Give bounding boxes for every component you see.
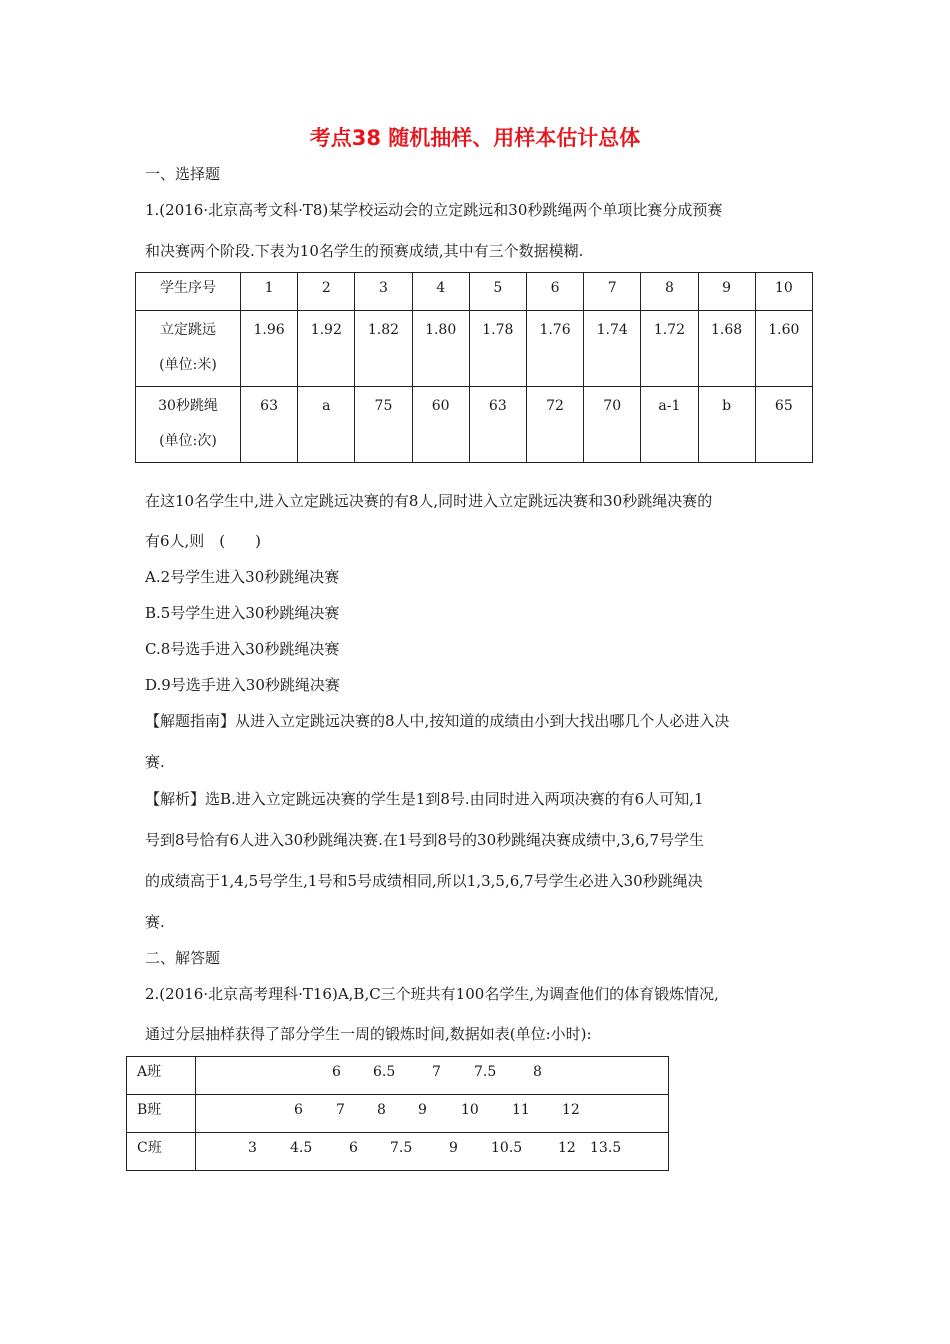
class-label: A班 (127, 1057, 196, 1095)
table-cell: 63 (469, 387, 526, 463)
class-label: C班 (127, 1133, 196, 1171)
value: 6 (294, 1102, 303, 1118)
table-row-label (136, 387, 241, 463)
table-cell: 1.76 (526, 311, 583, 387)
table-cell: 1 (241, 273, 298, 311)
q2-text-line-1: 2.(2016·北京高考理科·T16)A,B,C三个班共有100名学生,为调查他们的体育锻炼情况, (145, 985, 719, 1003)
table-cell: a-1 (641, 387, 698, 463)
class-values (196, 1095, 669, 1133)
table-cell: b (698, 387, 755, 463)
solution-line-3: 的成绩高于1,4,5号学生,1号和5号成绩相同,所以1,3,5,6,7号学生必进入30秒跳绳决 (145, 872, 703, 890)
table-cell: 2 (298, 273, 355, 311)
option-c: C.8号选手进入30秒跳绳决赛 (145, 640, 340, 658)
q1-stem-line-1: 在这10名学生中,进入立定跳远决赛的有8人,同时进入立定跳远决赛和30秒跳绳决赛的 (145, 492, 713, 510)
table-row (127, 1057, 669, 1095)
section-heading-choice: 一、选择题 (145, 165, 221, 183)
table-cell: 8 (641, 273, 698, 311)
page-title: 考点38 随机抽样、用样本估计总体 (309, 126, 641, 150)
value: 9 (449, 1140, 458, 1156)
table-cell: 6 (526, 273, 583, 311)
table-row-label (136, 311, 241, 387)
row-label-line: 立定跳远 (160, 322, 216, 338)
table-cell: 65 (755, 387, 812, 463)
q2-exercise-table (126, 1056, 669, 1171)
guide-line-1: 【解题指南】从进入立定跳远决赛的8人中,按知道的成绩由小到大找出哪几个人必进入决 (145, 712, 730, 730)
value: 8 (533, 1064, 542, 1080)
row-label-line: 30秒跳绳 (158, 398, 218, 414)
table-row (136, 311, 813, 387)
value: 9 (418, 1102, 427, 1118)
table-row (136, 387, 813, 463)
table-cell: 72 (526, 387, 583, 463)
value: 4.5 (290, 1140, 313, 1156)
solution-line-1: 【解析】选B.进入立定跳远决赛的学生是1到8号.由同时进入两项决赛的有6人可知,1 (145, 790, 704, 808)
class-label: B班 (127, 1095, 196, 1133)
table-cell: 1.80 (412, 311, 469, 387)
value: 6.5 (373, 1064, 396, 1080)
option-a: A.2号学生进入30秒跳绳决赛 (145, 568, 340, 586)
value: 13.5 (590, 1140, 622, 1156)
q1-stem-line-2: 有6人,则 ( ) (145, 532, 262, 550)
option-b: B.5号学生进入30秒跳绳决赛 (145, 604, 340, 622)
table-cell: 1.74 (584, 311, 641, 387)
table-cell: 学生序号 (136, 273, 241, 311)
value: 3 (248, 1140, 257, 1156)
value: 12 (562, 1102, 580, 1118)
table-cell: 1.82 (355, 311, 412, 387)
table-cell: 9 (698, 273, 755, 311)
value: 11 (512, 1102, 530, 1118)
table-cell: 1.92 (298, 311, 355, 387)
table-row (136, 273, 813, 311)
value: 12 (558, 1140, 576, 1156)
table-cell: a (298, 387, 355, 463)
table-cell: 75 (355, 387, 412, 463)
q2-text-line-2: 通过分层抽样获得了部分学生一周的锻炼时间,数据如表(单位:小时): (145, 1025, 592, 1043)
value: 10.5 (491, 1140, 523, 1156)
value: 10 (461, 1102, 479, 1118)
table-cell: 4 (412, 273, 469, 311)
value: 7 (432, 1064, 441, 1080)
value: 6 (332, 1064, 341, 1080)
option-d: D.9号选手进入30秒跳绳决赛 (145, 676, 340, 694)
table-cell: 5 (469, 273, 526, 311)
class-values (196, 1133, 669, 1171)
q1-text-line-1: 1.(2016·北京高考文科·T8)某学校运动会的立定跳远和30秒跳绳两个单项比赛分成预赛 (145, 201, 723, 219)
guide-line-2: 赛. (145, 753, 165, 771)
value: 8 (377, 1102, 386, 1118)
table-cell: 63 (241, 387, 298, 463)
table-cell: 7 (584, 273, 641, 311)
table-cell: 1.68 (698, 311, 755, 387)
table-cell: 10 (755, 273, 812, 311)
table-cell: 1.72 (641, 311, 698, 387)
solution-line-4: 赛. (145, 913, 165, 931)
table-cell: 1.96 (241, 311, 298, 387)
q1-text-line-2: 和决赛两个阶段.下表为10名学生的预赛成绩,其中有三个数据模糊. (145, 242, 584, 260)
value: 7.5 (390, 1140, 413, 1156)
q1-score-table (135, 272, 813, 463)
value: 7.5 (474, 1064, 497, 1080)
value: 6 (349, 1140, 358, 1156)
table-row (127, 1095, 669, 1133)
table-cell: 1.78 (469, 311, 526, 387)
table-cell: 3 (355, 273, 412, 311)
class-values (196, 1057, 669, 1095)
row-label-line: (单位:米) (159, 357, 217, 373)
solution-line-2: 号到8号恰有6人进入30秒跳绳决赛.在1号到8号的30秒跳绳决赛成绩中,3,6,7号学生 (145, 831, 705, 849)
table-cell: 60 (412, 387, 469, 463)
row-label-line: (单位:次) (159, 433, 217, 449)
table-cell: 1.60 (755, 311, 812, 387)
table-row (127, 1133, 669, 1171)
value: 7 (336, 1102, 345, 1118)
section-heading-answer: 二、解答题 (145, 949, 221, 967)
table-cell: 70 (584, 387, 641, 463)
